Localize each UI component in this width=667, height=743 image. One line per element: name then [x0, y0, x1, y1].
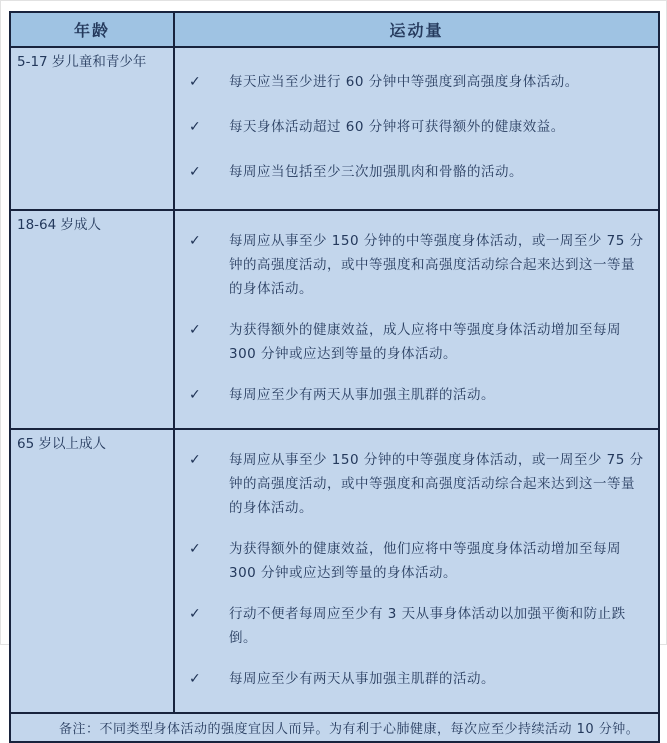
age-cell: 5-17 岁儿童和青少年 [11, 48, 175, 209]
recommendation-text: 每周应从事至少 150 分钟的中等强度身体活动，或一周至少 75 分钟的高强度活动，或中等强度和高强度活动综合起来达到这一等量的身体活动。 [229, 452, 644, 516]
recommendation-item [187, 448, 644, 520]
age-cell: 65 岁以上成人 [11, 430, 175, 712]
recommendation-item [187, 383, 644, 407]
checkmark-icon: ✓ [189, 119, 201, 135]
table-row-adults [11, 211, 658, 430]
recommendation-text: 每周应至少有两天从事加强主肌群的活动。 [229, 671, 495, 687]
header-cell-age: 年龄 [11, 13, 175, 46]
checkmark-icon: ✓ [189, 322, 201, 338]
checkmark-icon: ✓ [189, 541, 201, 557]
checkmark-icon: ✓ [189, 74, 201, 90]
recommendation-item [187, 160, 644, 184]
recommendation-text: 行动不便者每周应至少有 3 天从事身体活动以加强平衡和防止跌倒。 [229, 606, 626, 646]
checkmark-icon: ✓ [189, 671, 201, 687]
age-cell: 18-64 岁成人 [11, 211, 175, 428]
table-header-row [11, 13, 658, 48]
recommendation-item [187, 229, 644, 301]
recommendation-text: 每天应当至少进行 60 分钟中等强度到高强度身体活动。 [229, 74, 579, 90]
checkmark-icon: ✓ [189, 452, 201, 468]
header-cell-activity: 运动量 [389, 21, 444, 40]
checkmark-icon: ✓ [189, 387, 201, 403]
table-row-seniors [11, 430, 658, 714]
recommendation-text: 每周应当包括至少三次加强肌肉和骨骼的活动。 [229, 164, 523, 180]
items-cell [175, 430, 658, 712]
recommendation-text: 为获得额外的健康效益，成人应将中等强度身体活动增加至每周 300 分钟或应达到等量的身体活动。 [229, 322, 621, 362]
activity-guidelines-table [9, 11, 660, 743]
recommendation-item [187, 318, 644, 366]
checkmark-icon: ✓ [189, 164, 201, 180]
recommendation-item [187, 602, 644, 650]
table-row-children [11, 48, 658, 211]
recommendation-item [187, 537, 644, 585]
checkmark-icon: ✓ [189, 233, 201, 249]
recommendation-item [187, 115, 644, 139]
checkmark-icon: ✓ [189, 606, 201, 622]
recommendation-text: 每天身体活动超过 60 分钟将可获得额外的健康效益。 [229, 119, 565, 135]
footnote-text: 备注：不同类型身体活动的强度宜因人而异。为有利于心肺健康，每次应至少持续活动 10 分钟。 [59, 722, 640, 737]
recommendation-item [187, 70, 644, 94]
recommendation-text: 每周应至少有两天从事加强主肌群的活动。 [229, 387, 495, 403]
recommendation-text: 为获得额外的健康效益，他们应将中等强度身体活动增加至每周 300 分钟或应达到等量的身体活动。 [229, 541, 621, 581]
items-cell [175, 211, 658, 428]
recommendation-text: 每周应从事至少 150 分钟的中等强度身体活动，或一周至少 75 分钟的高强度活动，或中等强度和高强度活动综合起来达到这一等量的身体活动。 [229, 233, 644, 297]
recommendation-item [187, 667, 644, 691]
footnote-row [11, 714, 658, 741]
items-cell [175, 48, 658, 209]
